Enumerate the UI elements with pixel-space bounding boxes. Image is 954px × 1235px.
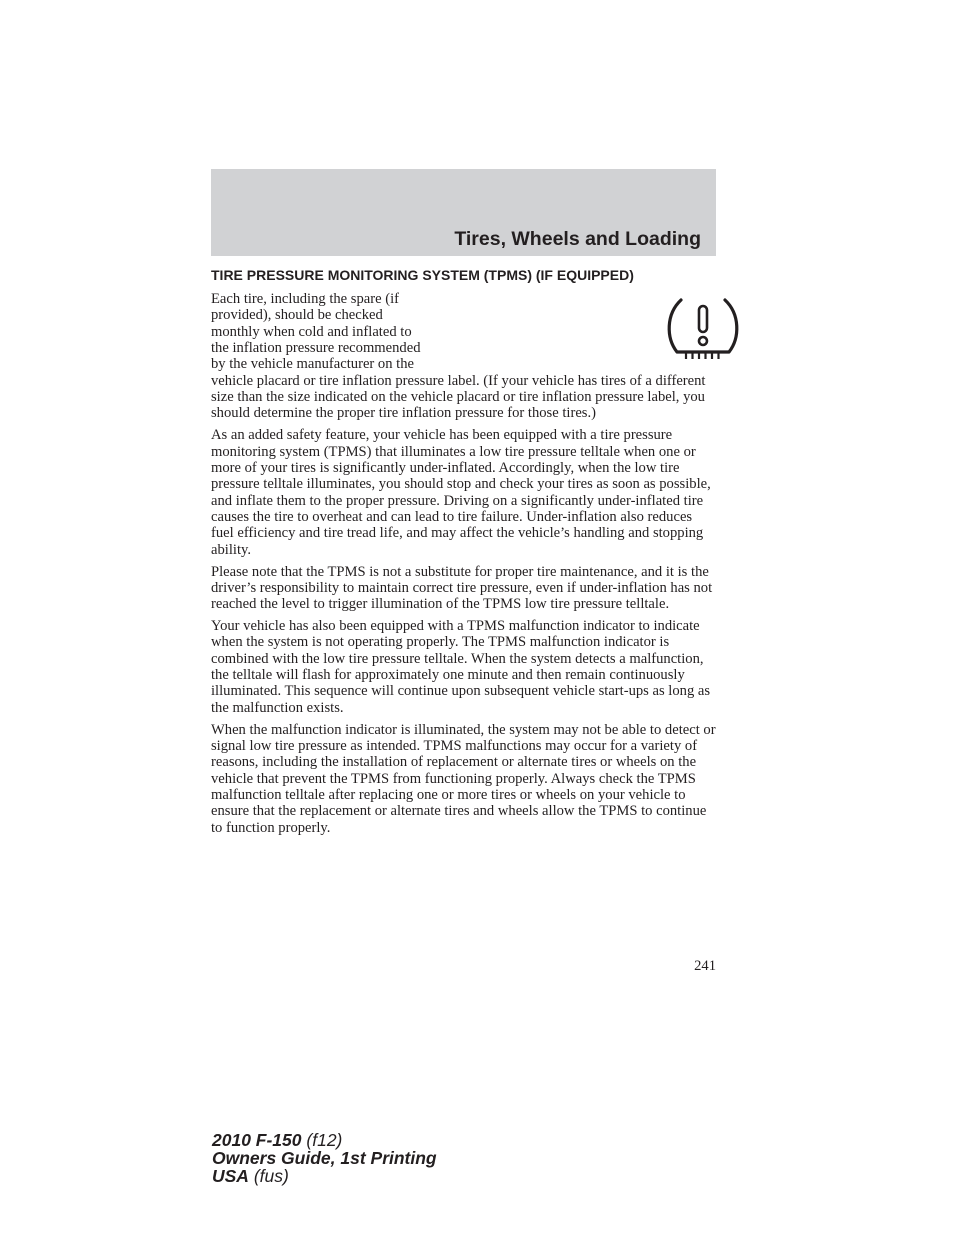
footer-market: USA xyxy=(212,1166,249,1186)
footer-model-code: (f12) xyxy=(306,1130,343,1150)
paragraph-4: Your vehicle has also been equipped with a TPMS malfunction indicator to indicate when the system is not operating properly. The TPMS malfunction indicator is combined with the low tire pressure telltale. When the system detects a malfunction, the telltale will flash for approximately one minute and then remain continuously illuminated. This sequence will continue upon subsequent vehicle start-ups as long as the malfunction exists. xyxy=(211,618,711,716)
paragraph-2: As an added safety feature, your vehicle has been equipped with a tire pressure monitoring system (TPMS) that illuminates a low tire pressure telltale when one or more of your tires is significantly under-inflated. Accordingly, when the low tire pressure telltale illuminates, you should stop and check your tires as soon as possible, and inflate them to the proper pressure. Driving on a significantly under-inflated tire causes the tire to overheat and can lead to tire failure. Under-inflation also reduces fuel efficiency and tire tread life, and may affect the vehicle’s handling and stopping ability. xyxy=(211,427,711,558)
paragraph-5: When the malfunction indicator is illuminated, the system may not be able to detect or signal low tire pressure as intended. TPMS malfunctions may occur for a variety of reasons, including the installation of replacement or alternate tires or wheels on the vehicle that prevent the TPMS from functioning properly. Always check the TPMS malfunction telltale after replacing one or more tires or wheels on your vehicle to ensure that the replacement or alternate tires and wheels allow the TPMS to continue to function properly. xyxy=(211,721,716,836)
footer-guide: Owners Guide, 1st Printing xyxy=(212,1148,437,1168)
footer-line-model xyxy=(212,1131,437,1149)
tpms-icon-container xyxy=(517,291,717,366)
footer-print-info xyxy=(212,1131,437,1185)
tpms-low-tire-pressure-warning-icon xyxy=(663,296,743,364)
section-title: Tires, Wheels and Loading xyxy=(454,228,701,250)
footer-line-guide xyxy=(212,1149,437,1167)
body-text xyxy=(211,291,717,842)
paragraph-1-line: provided), should be checked xyxy=(211,307,383,324)
paragraph-1-line: the inflation pressure recommended xyxy=(211,340,421,357)
footer-model: 2010 F-150 xyxy=(212,1130,302,1150)
section-header-band xyxy=(211,169,716,256)
paragraph-3: Please note that the TPMS is not a substitute for proper tire maintenance, and it is the driver’s responsibility to maintain correct tire pressure, even if under-inflation has not reached the level to trigger illumination of the TPMS low tire pressure telltale. xyxy=(211,563,713,613)
paragraph-1-line: by the vehicle manufacturer on the xyxy=(211,356,415,373)
paragraph-1-line: Each tire, including the spare (if xyxy=(211,291,400,307)
paragraph-1-rest: vehicle placard or tire inflation pressure label. (If your vehicle has tires of a different size than the size indicated on the vehicle placard or tire inflation pressure label, you should determine the proper tire inflation pressure for those tires.) xyxy=(211,372,706,422)
tpms-heading: TIRE PRESSURE MONITORING SYSTEM (TPMS) (IF EQUIPPED) xyxy=(211,267,634,283)
paragraph-1-line: monthly when cold and inflated to xyxy=(211,323,412,340)
page-number: 241 xyxy=(694,958,716,974)
footer-line-market xyxy=(212,1167,437,1185)
footer-market-code: (fus) xyxy=(253,1166,289,1186)
